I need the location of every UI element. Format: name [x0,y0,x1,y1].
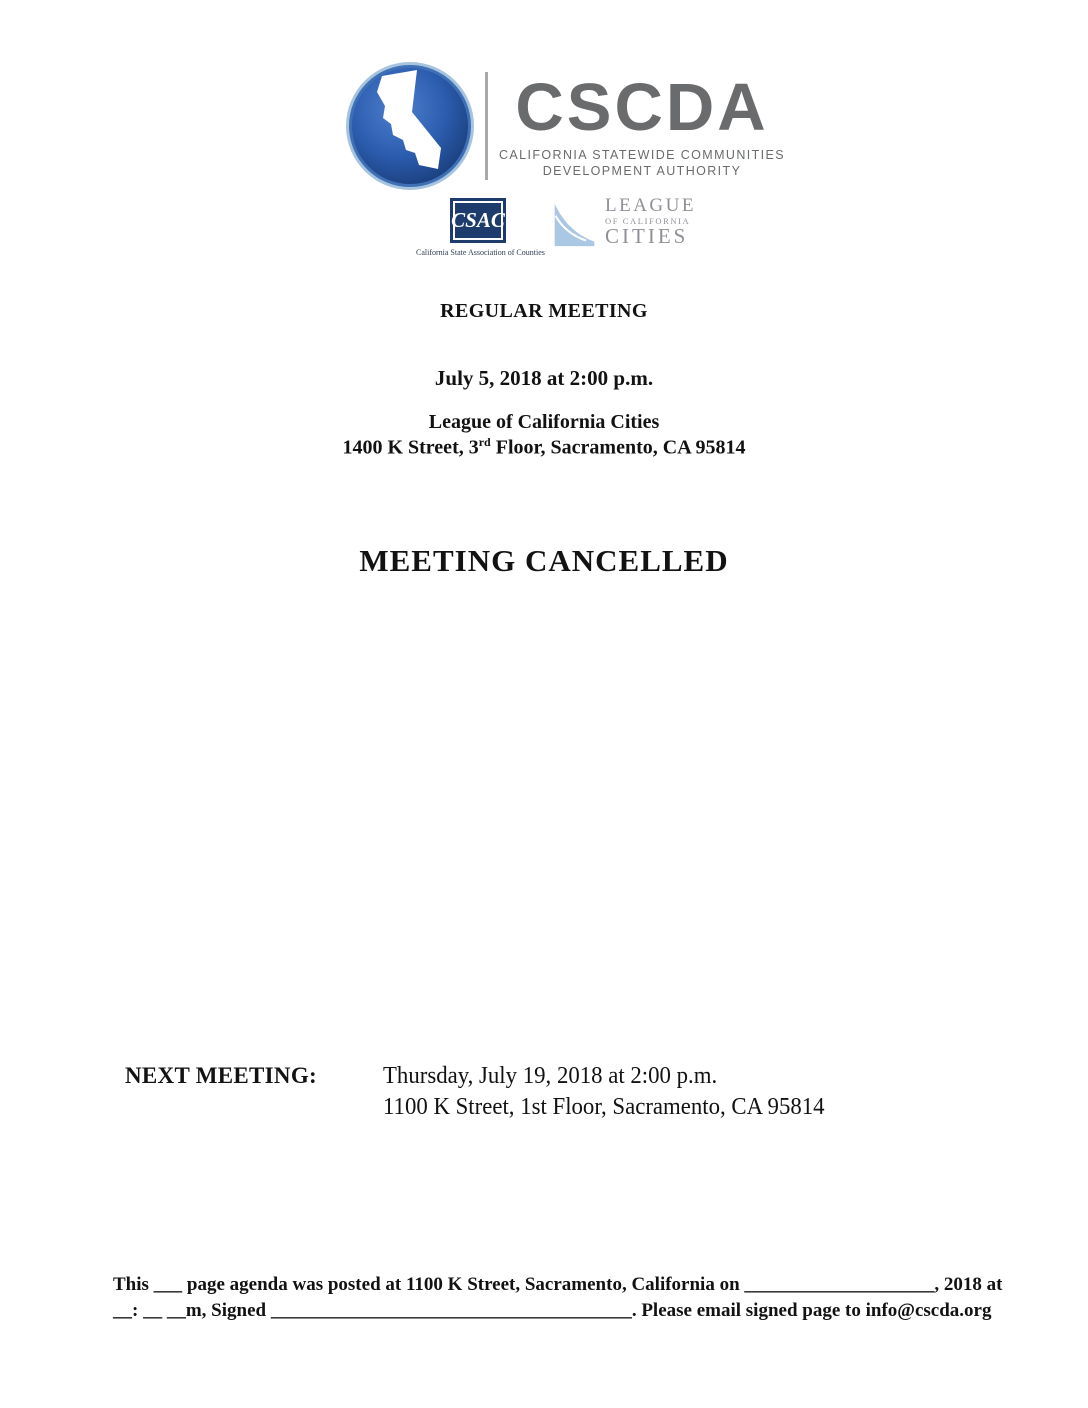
next-meeting-address: 1100 K Street, 1st Floor, Sacramento, CA 95814 [383,1094,825,1120]
meeting-location-name: League of California Cities [428,411,660,433]
meeting-datetime: July 5, 2018 at 2:00 p.m. [434,366,654,390]
csac-acronym: CSAC [451,208,505,232]
league-text-line3: CITIES [605,224,689,248]
meeting-cancelled-notice: MEETING CANCELLED [359,543,729,578]
cscda-wordmark [499,69,786,179]
csac-logo [416,198,545,257]
posting-statement-line1: This ___ page agenda was posted at 1100 K Street, Sacramento, California on ____________________, 2018 at [113,1274,1003,1295]
cscda-acronym: CSCDA [515,69,769,145]
meeting-type-heading: REGULAR MEETING [440,300,648,322]
logo-divider [485,72,488,180]
cscda-tagline-line2: DEVELOPMENT AUTHORITY [542,163,742,178]
next-meeting-label: NEXT MEETING: [125,1063,317,1088]
csac-box-icon [450,198,506,243]
address-prefix: 1400 K Street, 3 [342,436,479,459]
csac-caption: California State Association of Counties [416,248,545,257]
league-of-california-cities-logo [551,196,696,250]
meeting-location-address [0,435,1088,460]
cscda-tagline-line1: CALIFORNIA STATEWIDE COMMUNITIES [499,147,786,162]
posting-statement [113,1272,1003,1324]
address-suffix: Floor, Sacramento, CA 95814 [490,436,746,459]
league-text-line1: LEAGUE [605,195,696,216]
cscda-logo [344,60,785,192]
league-text-line2: OF CALIFORNIA [605,216,691,226]
league-wordmark [605,196,696,247]
posting-statement-line2: __: __ __m, Signed ______________________________________. Please email signed page to info@cscda.org [113,1300,992,1321]
next-meeting-details [383,1061,825,1123]
address-ordinal-superscript: rd [478,435,491,449]
next-meeting-datetime: Thursday, July 19, 2018 at 2:00 p.m. [383,1063,718,1089]
california-globe-icon [344,60,476,192]
league-sail-icon [551,198,597,250]
